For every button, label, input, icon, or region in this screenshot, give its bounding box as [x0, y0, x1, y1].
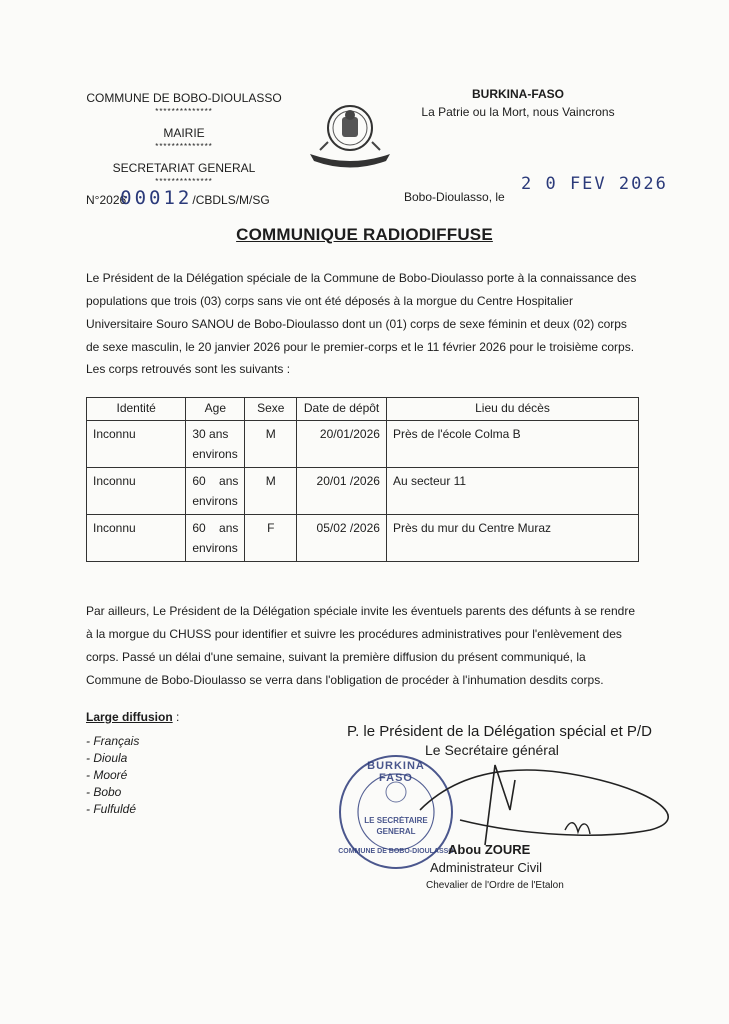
column-header: Age [186, 398, 245, 421]
table-row [87, 468, 639, 515]
date-cell: 20/01 /2026 [297, 468, 387, 515]
diffusion-heading [86, 710, 179, 724]
coat-of-arms-emblem [306, 98, 394, 172]
secretariat-label: SECRETARIAT GENERAL [112, 161, 256, 175]
stamp-top-text: BURKINA FASO [367, 760, 425, 784]
stamp-bottom-text: COMMUNE DE BOBO-DIOULASSO [338, 848, 454, 855]
age-value: 30 ans [192, 427, 229, 441]
intro-line: populations que trois (03) corps sans vie ont été déposés à la morgue du Centre Hospitalier [86, 294, 573, 308]
age-value: 60 ans [192, 521, 239, 535]
body-line: à la morgue du CHUSS pour identifier et suivre les procédures administratives pour l'enlèvement des [86, 627, 622, 641]
age-cell [186, 468, 245, 515]
emblem-icon [306, 98, 394, 172]
column-header: Date de dépôt [297, 398, 387, 421]
issuer-block [84, 91, 284, 186]
place-date [404, 190, 505, 204]
bodies-table [86, 397, 639, 562]
handwritten-signature [400, 750, 700, 860]
list-item: - Dioula [86, 751, 128, 765]
signatory-line: P. le Président de la Délégation spécial et P/D [347, 723, 652, 740]
body-line: Par ailleurs, Le Président de la Délégation spéciale invite les éventuels parents des défunts à se rendre [86, 604, 635, 618]
stars-divider: ************** [155, 177, 213, 186]
age-cell [186, 421, 245, 468]
date-cell: 05/02 /2026 [297, 515, 387, 562]
sex-cell: F [245, 515, 297, 562]
signatory-name: Abou ZOURE [448, 842, 531, 857]
body-line: corps. Passé un délai d'une semaine, suivant la première diffusion du présent communiqué, la [86, 650, 586, 664]
intro-paragraph [86, 267, 644, 379]
age-value: 60 ans [192, 474, 239, 488]
sex-cell: M [245, 421, 297, 468]
country-block [412, 87, 624, 119]
country-name: BURKINA-FASO [472, 87, 564, 101]
column-header: Identité [87, 398, 186, 421]
place-cell: Au secteur 11 [386, 468, 638, 515]
ref-prefix: N°2026 [86, 193, 127, 207]
identity-cell: Inconnu [87, 421, 186, 468]
table-header-row [87, 398, 639, 421]
commune-name: COMMUNE DE BOBO-DIOULASSO [86, 91, 282, 105]
signatory-role: Le Secrétaire général [425, 742, 559, 758]
age-qualifier: environs [192, 447, 238, 461]
national-motto: La Patrie ou la Mort, nous Vaincrons [421, 105, 615, 119]
place-cell: Près du mur du Centre Muraz [386, 515, 638, 562]
list-item: - Français [86, 734, 140, 748]
identity-cell: Inconnu [87, 468, 186, 515]
body-paragraph [86, 600, 644, 692]
date-stamp: 2 0 FEV 2026 [521, 174, 668, 194]
intro-line: Le Président de la Délégation spéciale de la Commune de Bobo-Dioulasso porte à la connaissance des [86, 271, 637, 285]
column-header: Lieu du décès [386, 398, 638, 421]
place-cell: Près de l'école Colma B [386, 421, 638, 468]
ref-suffix: /CBDLS/M/SG [192, 193, 270, 207]
diffusion-label: Large diffusion [86, 710, 173, 724]
age-qualifier: environs [192, 541, 238, 555]
intro-line: Les corps retrouvés sont les suivants : [86, 362, 291, 376]
intro-line: de sexe masculin, le 20 janvier 2026 pour le premier-corps et le 11 février 2026 pour le troisième corps. [86, 340, 635, 354]
stars-divider: ************** [155, 107, 213, 116]
stars-divider: ************** [155, 142, 213, 151]
table-row [87, 421, 639, 468]
identity-cell: Inconnu [87, 515, 186, 562]
reference-number [86, 187, 270, 209]
diffusion-colon: : [172, 710, 180, 724]
diffusion-list [86, 733, 139, 818]
signatory-honor: Chevalier de l'Ordre de l'Etalon [426, 880, 564, 891]
list-item: - Mooré [86, 768, 128, 782]
date-cell: 20/01/2026 [297, 421, 387, 468]
mairie-label: MAIRIE [163, 126, 205, 140]
stamp-center-text: LE SECRÉTAIRE [364, 816, 428, 825]
intro-line: Universitaire Souro SANOU de Bobo-Dioulasso dont un (01) corps de sexe féminin et deux (02) corps [86, 317, 627, 331]
list-item: - Bobo [86, 785, 122, 799]
age-qualifier: environs [192, 494, 238, 508]
column-header: Sexe [245, 398, 297, 421]
stamp-center-text: GENERAL [376, 827, 416, 836]
list-item: - Fulfuldé [86, 802, 137, 816]
table-row [87, 515, 639, 562]
ref-stamped-number: 00012 [120, 187, 193, 209]
body-line: Commune de Bobo-Dioulasso se verra dans l'obligation de procéder à l'inhumation desdits corps. [86, 673, 604, 687]
signatory-title: Administrateur Civil [430, 860, 542, 875]
page-title: COMMUNIQUE RADIODIFFUSE [236, 225, 493, 244]
sex-cell: M [245, 468, 297, 515]
place-label: Bobo-Dioulasso, le [404, 190, 505, 204]
age-cell [186, 515, 245, 562]
